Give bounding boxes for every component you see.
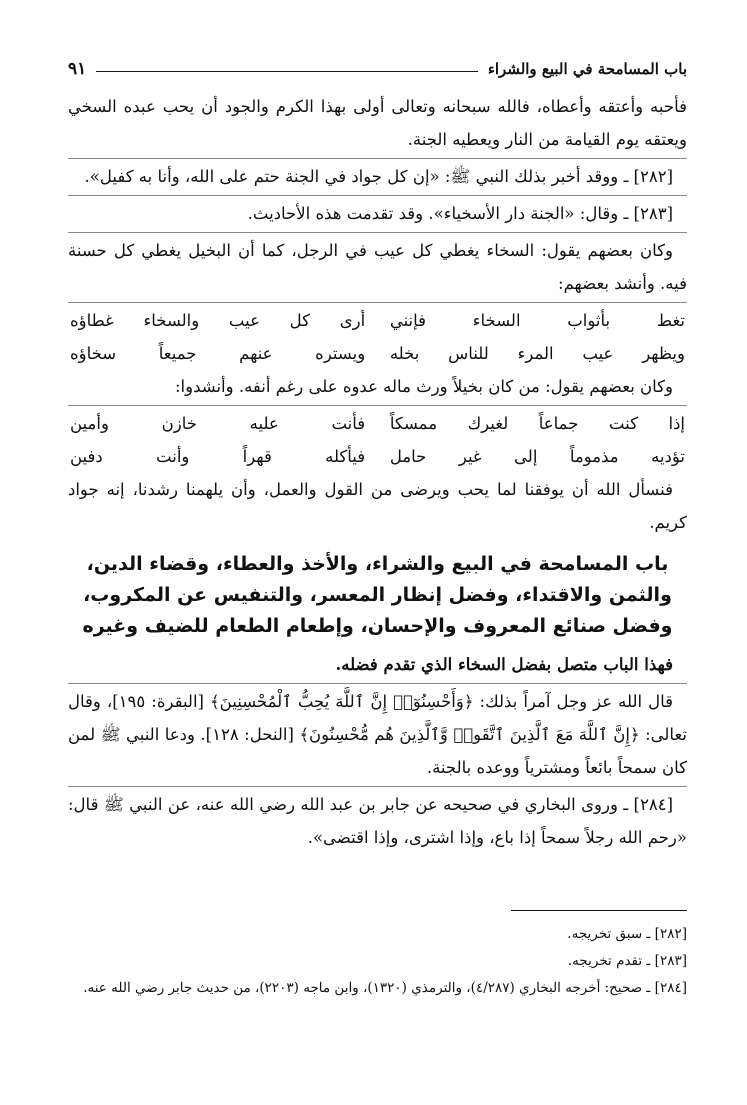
paragraph: قال الله عز وجل آمراً بذلك: ﴿وَأَحْسِنُوٓا۟ إِنَّ ٱللَّهَ يُحِبُّ ٱلْمُحْسِنِينَ﴾ [البقرة: ١٩٥]، وقال تعالى: ﴿إِنَّ ٱللَّهَ مَعَ ٱلَّذِينَ ٱتَّقَوا۟ وَّٱلَّذِينَ هُم مُّحْسِنُونَ﴾ [النحل: ١٢٨]. ودعا النبي ﷺ لمن كان سمحاً بائعاً ومشترياً ووعده بالجنة.: [68, 692, 688, 777]
verse: [68, 407, 687, 440]
hemistich-left: ويستره عنهم جميعاً سخاؤه: [70, 344, 366, 363]
hemistich-left: فأنت عليه خازن وأمين: [70, 414, 366, 433]
divider: [68, 232, 687, 233]
paragraph: وكان بعضهم يقول: السخاء يغطي كل عيب في الرجل، كما أن البخيل يغطي كل حسنة فيه. وأنشد بعضهم:: [68, 241, 687, 293]
hemistich-left: أرى كل عيب والسخاء غطاؤه: [70, 311, 366, 330]
body-text: [68, 90, 687, 854]
paragraph: فأحبه وأعتقه وأعطاه، فالله سبحانه وتعالى أولى بهذا الكرم والجود أن يحب عبده السخي ويعتقه يوم القيامة من النار ويعطيه الجنة.: [68, 97, 687, 149]
divider: [68, 786, 687, 787]
page-number: ٩١: [68, 59, 87, 79]
hemistich-right: إذا كنت جماعاً لغيرك ممسكاً: [389, 414, 685, 433]
paragraph: فنسأل الله أن يوفقنا لما يحب ويرضى من القول والعمل، وأن يلهمنا رشدنا، إنه جواد كريم.: [68, 480, 687, 532]
hadith-283: [٢٨٣] ـ وقال: «الجنة دار الأسخياء». وقد تقدمت هذه الأحاديث.: [247, 204, 673, 223]
hadith-282: [٢٨٢] ـ ووقد أخبر بذلك النبي ﷺ: «إن كل جواد في الجنة حتم على الله، وأنا به كفيل».: [84, 167, 673, 186]
running-head: [68, 52, 687, 86]
divider: [68, 683, 687, 684]
footnote: [٢٨٤] ـ صحيح: أخرجه البخاري (٤/٢٨٧)، والترمذي (١٣٢٠)، وابن ماجه (٢٢٠٣)، من حديث جابر رضي الله عنه.: [83, 980, 687, 996]
running-title: باب المسامحة في البيع والشراء: [487, 60, 687, 78]
paragraph: وكان بعضهم يقول: من كان بخيلاً ورث ماله عدوه على رغم أنفه. وأنشدوا:: [174, 377, 673, 396]
hemistich-left: فيأكله قهراً وأنت دفين: [70, 447, 366, 466]
chapter-intro: فهذا الباب متصل بفضل السخاء الذي تقدم فضله.: [335, 655, 673, 674]
footnote: [٢٨٢] ـ سبق تخريجه.: [567, 926, 687, 942]
verse: [68, 440, 687, 473]
divider: [68, 195, 687, 196]
footnote: [٢٨٣] ـ تقدم تخريجه.: [567, 953, 687, 969]
poem-2: [68, 407, 687, 473]
footnotes: [68, 921, 687, 1002]
poem-1: [68, 304, 687, 370]
hadith-284: [٢٨٤] ـ وروى البخاري في صحيحه عن جابر بن عبد الله رضي الله عنه، عن النبي ﷺ قال: «رحم الله رجلاً سمحاً إذا باع، وإذا اشترى، وإذا اقتضى».: [68, 795, 687, 847]
divider: [68, 158, 687, 159]
footnote-rule: [511, 910, 687, 911]
hemistich-right: تغط بأثواب السخاء فإنني: [389, 311, 685, 330]
hemistich-right: تؤديه مذموماً إلى غير حامل: [389, 447, 685, 466]
verse: [68, 304, 687, 337]
header-rule: [96, 71, 478, 72]
verse: [68, 337, 687, 370]
chapter-heading: باب المسامحة في البيع والشراء، والأخذ والعطاء، وقضاء الدين، والثمن والاقتداء، وفضل إنظار المعسر، والتنفيس عن المكروب، وفضل صنائع المعروف والإحسان، وإطعام الطعام للضيف وغيره: [82, 553, 673, 637]
divider: [68, 405, 687, 406]
hemistich-right: ويظهر عيب المرء للناس بخله: [389, 344, 685, 363]
divider: [68, 302, 687, 303]
